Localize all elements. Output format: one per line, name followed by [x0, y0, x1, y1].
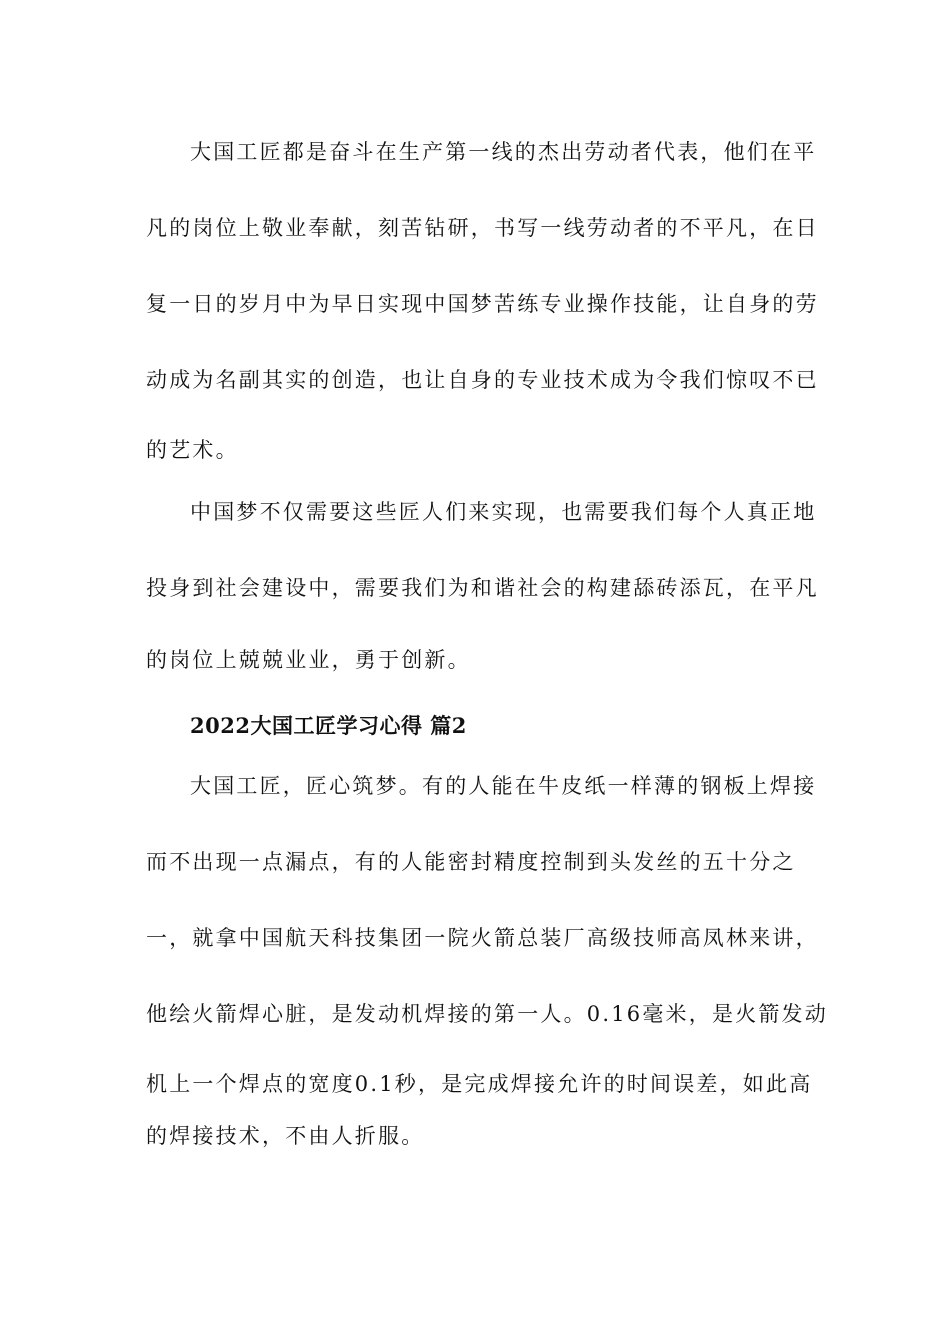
paragraph-line: 机上一个焊点的宽度0.1秒，是完成焊接允许的时间误差，如此高 [146, 1072, 813, 1096]
section-heading: 2022大国工匠学习心得 篇2 [190, 713, 467, 738]
paragraph-line: 大国工匠都是奋斗在生产第一线的杰出劳动者代表，他们在平 [190, 140, 817, 164]
paragraph-line: 复一日的岁月中为早日实现中国梦苦练专业操作技能，让自身的劳 [146, 292, 819, 316]
paragraph-line: 的岗位上兢兢业业，勇于创新。 [146, 648, 471, 672]
paragraph-line: 投身到社会建设中，需要我们为和谐社会的构建舔砖添瓦，在平凡 [146, 576, 819, 600]
paragraph-line: 而不出现一点漏点，有的人能密封精度控制到头发丝的五十分之 [146, 850, 796, 874]
paragraph-line: 的艺术。 [146, 438, 239, 462]
paragraph-line: 大国工匠，匠心筑梦。有的人能在牛皮纸一样薄的钢板上焊接 [190, 774, 817, 798]
paragraph-line: 凡的岗位上敬业奉献，刻苦钻研，书写一线劳动者的不平凡，在日 [146, 216, 819, 240]
paragraph-line: 一，就拿中国航天科技集团一院火箭总装厂高级技师高凤林来讲， [146, 926, 819, 950]
paragraph-line: 动成为名副其实的创造，也让自身的专业技术成为令我们惊叹不已 [146, 368, 819, 392]
paragraph-line: 的焊接技术，不由人折服。 [146, 1124, 425, 1148]
paragraph-line: 中国梦不仅需要这些匠人们来实现，也需要我们每个人真正地 [190, 500, 817, 524]
paragraph-line: 他绘火箭焊心脏，是发动机焊接的第一人。0.16毫米，是火箭发动 [146, 1002, 828, 1026]
